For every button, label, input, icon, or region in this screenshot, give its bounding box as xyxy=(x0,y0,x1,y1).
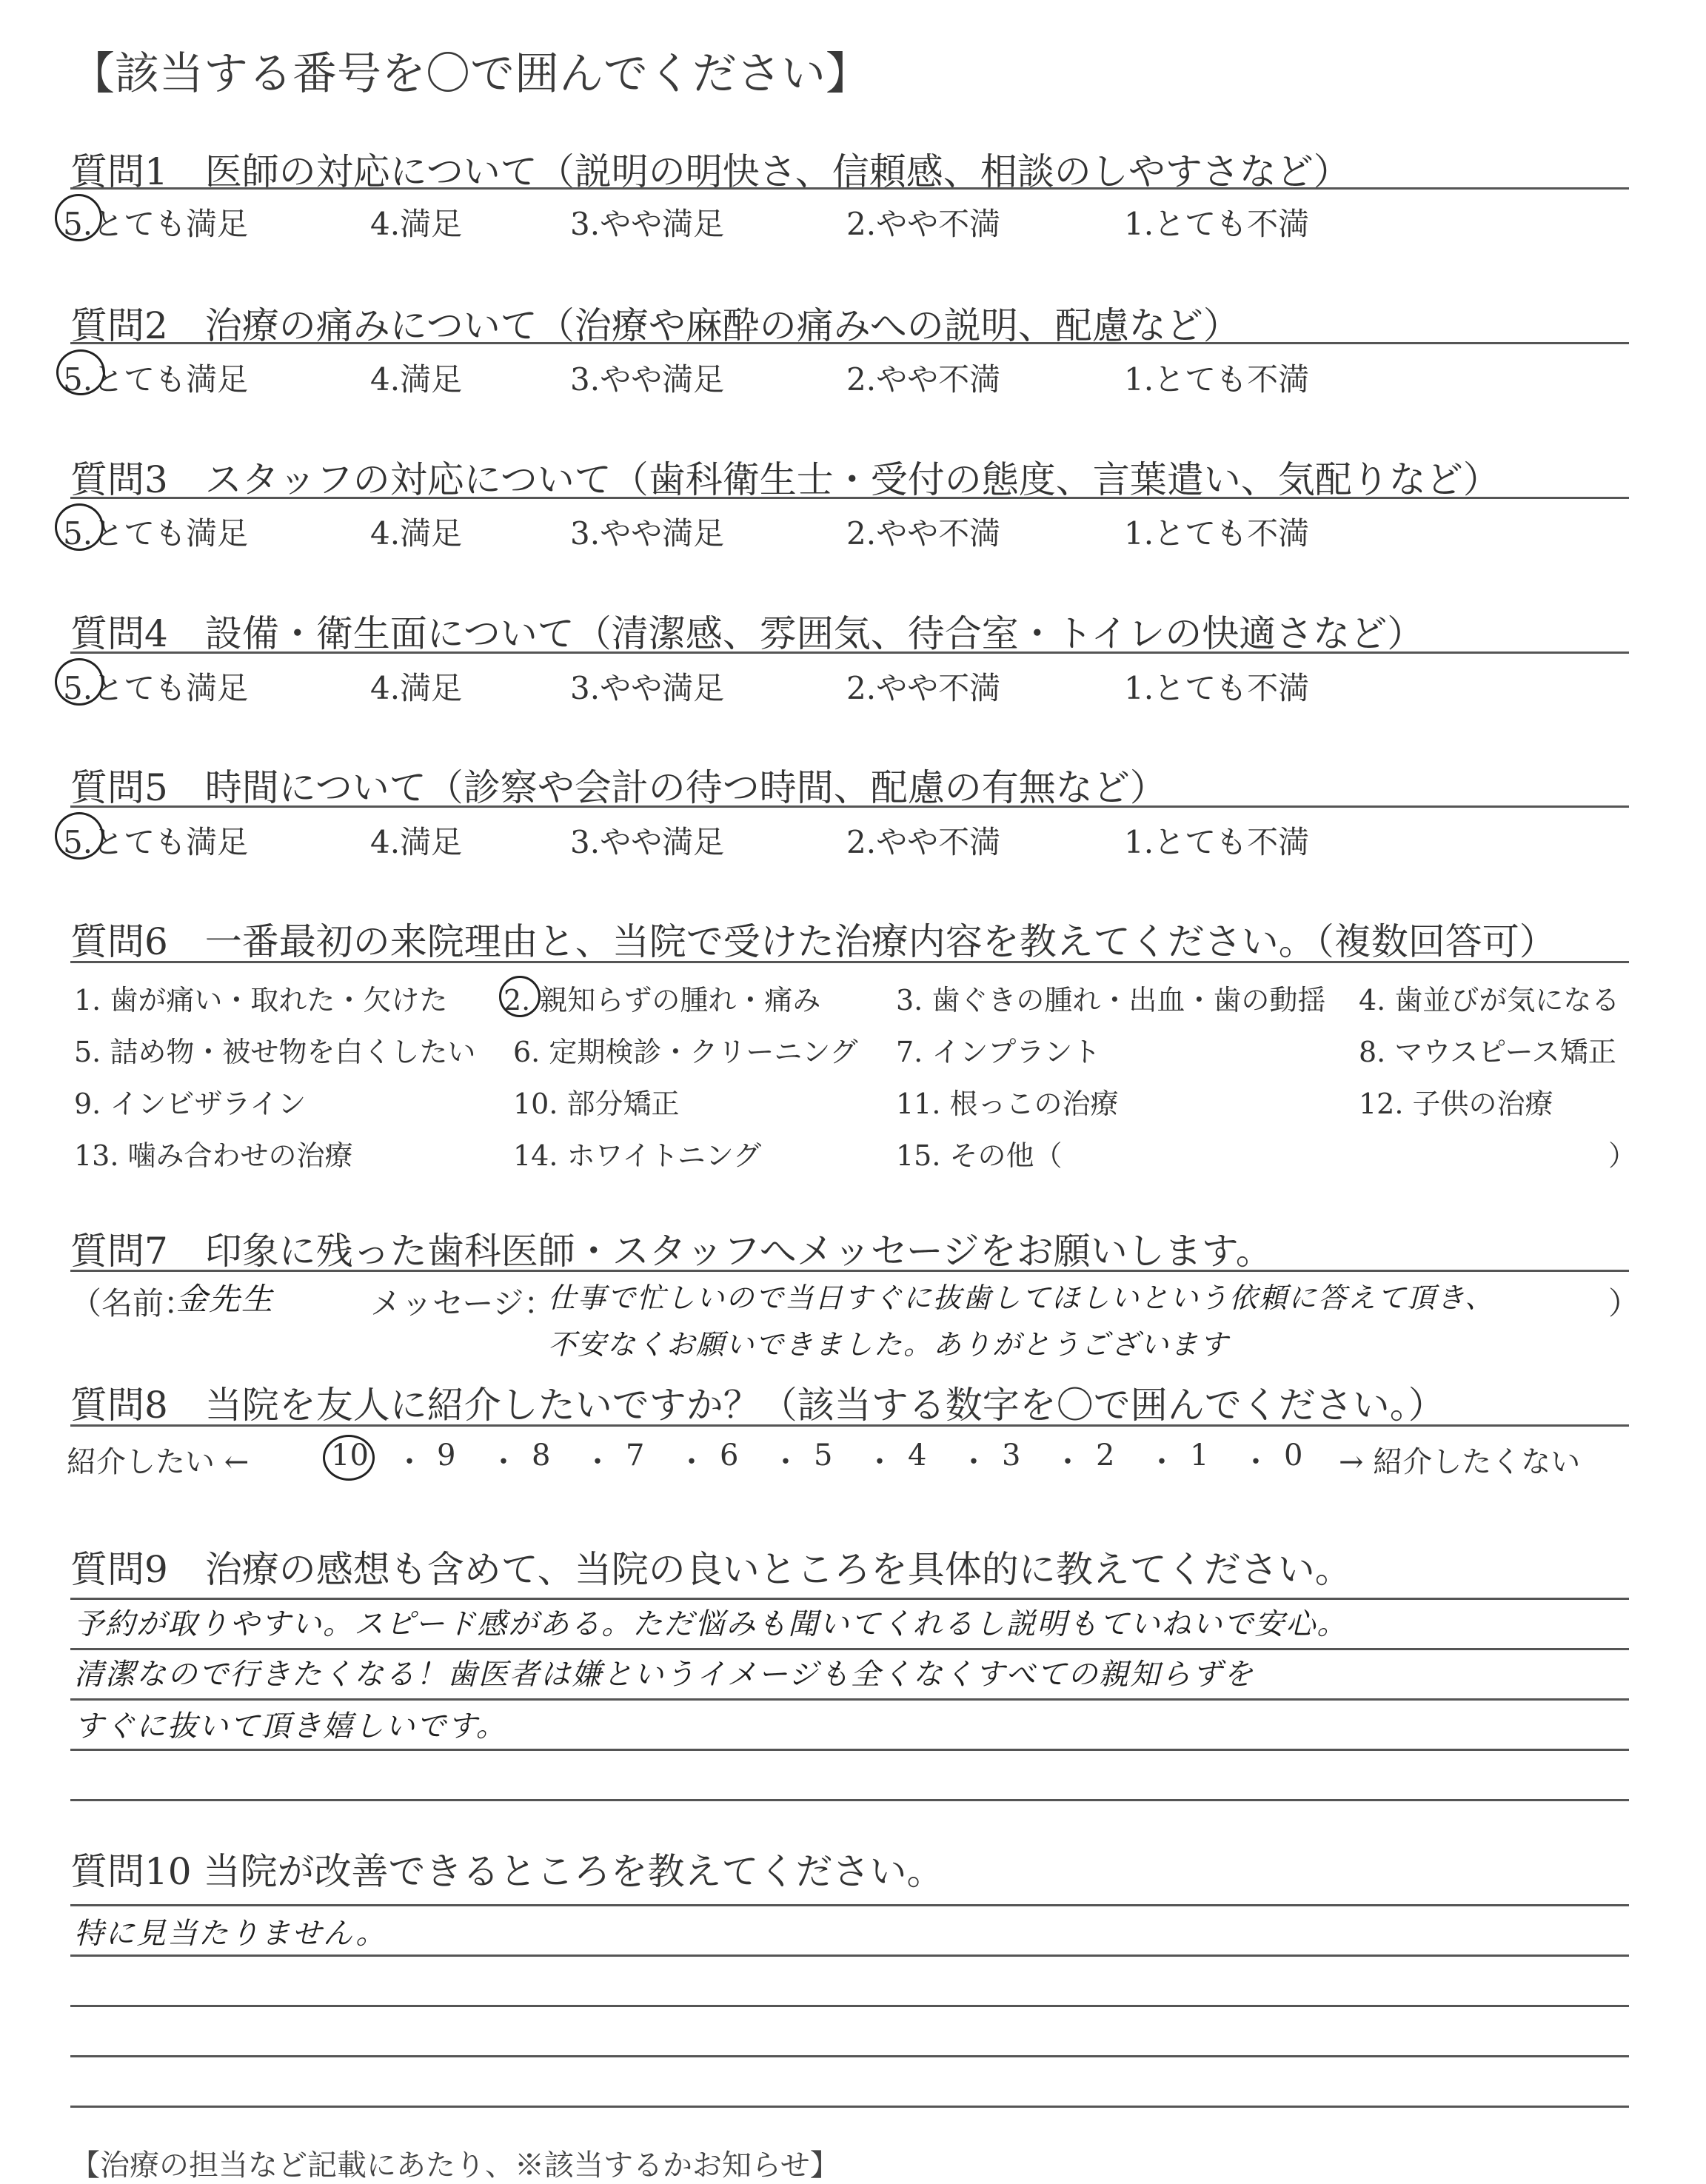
q9-answer-text-3[interactable]: すぐに抜いて頂き嬉しいです。 xyxy=(74,1709,507,1743)
q7-name-label: （名前： xyxy=(70,1285,195,1322)
q8-scale-9[interactable]: 9 xyxy=(437,1438,456,1473)
q1-option-2[interactable]: 2.やや不満 xyxy=(846,206,1001,242)
question-6-title: 質問6 一番最初の来院理由と、当院で受けた治療内容を教えてください。（複数回答可） xyxy=(70,920,1556,963)
q8-right-label: → 紹介したくない xyxy=(1339,1445,1581,1479)
q8-scale-dot: ・ xyxy=(1053,1445,1083,1479)
q4-option-1[interactable]: 1.とても不満 xyxy=(1124,670,1310,706)
q2-option-5[interactable]: 5.とても満足 xyxy=(63,361,249,398)
q8-scale-dot: ・ xyxy=(959,1445,989,1479)
question-8-rule xyxy=(70,1424,1629,1427)
page-header: 【該当する番号を〇で囲んでください】 xyxy=(70,48,870,100)
q8-left-label: 紹介したい ← xyxy=(67,1445,250,1479)
q6-option-11[interactable]: 11. 根っこの治療 xyxy=(896,1088,1119,1120)
q5-option-5[interactable]: 5.とても満足 xyxy=(63,824,249,860)
q5-option-1[interactable]: 1.とても不満 xyxy=(1124,824,1310,860)
q2-option-1[interactable]: 1.とても不満 xyxy=(1124,361,1310,398)
q7-message-label: メッセージ： xyxy=(370,1285,555,1322)
q6-option-7[interactable]: 7. インプラント xyxy=(896,1036,1101,1068)
q9-answer-line-3 xyxy=(70,1698,1629,1701)
question-3-rule xyxy=(70,497,1629,499)
q1-option-4[interactable]: 4.満足 xyxy=(370,206,463,242)
question-4-rule xyxy=(70,651,1629,654)
q3-option-2[interactable]: 2.やや不満 xyxy=(846,515,1001,552)
q10-answer-line-4 xyxy=(70,2055,1629,2057)
q1-selection-circle xyxy=(55,194,102,241)
question-8-title: 質問8 当院を友人に紹介したいですか？（該当する数字を〇で囲んでください。） xyxy=(70,1384,1445,1427)
q7-close-paren: ） xyxy=(1608,1285,1640,1322)
q3-option-1[interactable]: 1.とても不満 xyxy=(1124,515,1310,552)
q8-scale-1[interactable]: 1 xyxy=(1190,1438,1209,1473)
q1-option-1[interactable]: 1.とても不満 xyxy=(1124,206,1310,242)
q9-answer-line-2 xyxy=(70,1648,1629,1650)
q2-option-2[interactable]: 2.やや不満 xyxy=(846,361,1001,398)
q3-option-5[interactable]: 5.とても満足 xyxy=(63,515,249,552)
question-7-rule xyxy=(70,1270,1629,1272)
question-10-title: 質問10 当院が改善できるところを教えてください。 xyxy=(70,1850,944,1893)
q8-scale-dot: ・ xyxy=(771,1445,800,1479)
q1-option-5[interactable]: 5.とても満足 xyxy=(63,206,249,242)
question-5-rule xyxy=(70,805,1629,808)
q7-message-line-1[interactable]: 仕事で忙しいので当日すぐに抜歯してほしいという依頼に答えて頂き、 xyxy=(548,1282,1495,1314)
q5-option-4[interactable]: 4.満足 xyxy=(370,824,463,860)
q8-scale-6[interactable]: 6 xyxy=(720,1438,739,1473)
q6-option-1[interactable]: 1. 歯が痛い・取れた・欠けた xyxy=(74,984,448,1016)
q6-option-15[interactable]: 15. その他（ xyxy=(896,1139,1063,1172)
q9-answer-line-1 xyxy=(70,1598,1629,1600)
q10-answer-line-1 xyxy=(70,1904,1629,1906)
q6-option-13[interactable]: 13. 噛み合わせの治療 xyxy=(74,1139,353,1172)
q2-option-4[interactable]: 4.満足 xyxy=(370,361,463,398)
question-2-rule xyxy=(70,342,1629,344)
q8-selection-circle xyxy=(323,1435,375,1481)
q2-option-3[interactable]: 3.やや満足 xyxy=(570,361,725,398)
q10-answer-line-2 xyxy=(70,1954,1629,1957)
q10-answer-line-5 xyxy=(70,2106,1629,2108)
question-2-title: 質問2 治療の痛みについて（治療や麻酔の痛みへの説明、配慮など） xyxy=(70,304,1240,347)
question-9-title: 質問9 治療の感想も含めて、当院の良いところを具体的に教えてください。 xyxy=(70,1548,1352,1591)
footer-fragment: 【治療の担当など記載にあたり、※該当するかお知らせ】 xyxy=(70,2148,840,2183)
q9-answer-line-5 xyxy=(70,1799,1629,1801)
q6-option-8[interactable]: 8. マウスピース矯正 xyxy=(1359,1036,1616,1068)
q2-selection-circle xyxy=(56,349,105,395)
q3-option-4[interactable]: 4.満足 xyxy=(370,515,463,552)
question-1-title: 質問1 医師の対応について（説明の明快さ、信頼感、相談のしやすさなど） xyxy=(70,150,1351,193)
q5-option-3[interactable]: 3.やや満足 xyxy=(570,824,725,860)
q8-scale-3[interactable]: 3 xyxy=(1002,1438,1021,1473)
q8-scale-dot: ・ xyxy=(865,1445,894,1479)
question-1-rule xyxy=(70,187,1629,190)
q4-option-4[interactable]: 4.満足 xyxy=(370,670,463,706)
q4-selection-circle xyxy=(55,658,104,706)
q6-option-6[interactable]: 6. 定期検診・クリーニング xyxy=(513,1036,858,1068)
q5-selection-circle xyxy=(55,812,104,860)
q8-scale-dot: ・ xyxy=(489,1445,518,1479)
q6-option-14[interactable]: 14. ホワイトニング xyxy=(513,1139,762,1172)
q6-option-9[interactable]: 9. インビザライン xyxy=(74,1088,307,1120)
question-7-title: 質問7 印象に残った歯科医師・スタッフへメッセージをお願いします。 xyxy=(70,1230,1273,1273)
q8-scale-0[interactable]: 0 xyxy=(1284,1438,1303,1473)
q8-scale-7[interactable]: 7 xyxy=(626,1438,645,1473)
q4-option-3[interactable]: 3.やや満足 xyxy=(570,670,725,706)
q4-option-5[interactable]: 5.とても満足 xyxy=(63,670,249,706)
q6-option-4[interactable]: 4. 歯並びが気になる xyxy=(1359,984,1620,1016)
q8-scale-dot: ・ xyxy=(395,1445,424,1479)
q6-option-2[interactable]: 2. 親知らずの腫れ・痛み xyxy=(504,984,821,1016)
q8-scale-5[interactable]: 5 xyxy=(814,1438,833,1473)
q6-option-5[interactable]: 5. 詰め物・被せ物を白くしたい xyxy=(74,1036,476,1068)
question-3-title: 質問3 スタッフの対応について（歯科衛生士・受付の態度、言葉遣い、気配りなど） xyxy=(70,458,1500,501)
q9-answer-text-1[interactable]: 予約が取りやすい。スピード感がある。ただ悩みも聞いてくれるし説明もていねいで安心。 xyxy=(74,1607,1348,1641)
q1-option-3[interactable]: 3.やや満足 xyxy=(570,206,725,242)
q7-message-line-2[interactable]: 不安なくお願いできました。ありがとうございます xyxy=(548,1328,1230,1361)
q4-option-2[interactable]: 2.やや不満 xyxy=(846,670,1001,706)
q9-answer-line-4 xyxy=(70,1749,1629,1751)
q8-scale-dot: ・ xyxy=(1147,1445,1177,1479)
q8-scale-dot: ・ xyxy=(1241,1445,1271,1479)
question-6-rule xyxy=(70,961,1629,963)
q6-option-3[interactable]: 3. 歯ぐきの腫れ・出血・歯の動揺 xyxy=(896,984,1326,1016)
q8-scale-dot: ・ xyxy=(583,1445,612,1479)
q7-name-value[interactable]: 金先生 xyxy=(176,1281,275,1317)
q6-option-10[interactable]: 10. 部分矯正 xyxy=(513,1088,680,1120)
q9-answer-text-2[interactable]: 清潔なので行きたくなる！歯医者は嫌というイメージも全くなくすべての親知らずを xyxy=(74,1658,1254,1692)
q6-option-12[interactable]: 12. 子供の治療 xyxy=(1359,1088,1553,1120)
question-4-title: 質問4 設備・衛生面について（清潔感、雰囲気、待合室・トイレの快適さなど） xyxy=(70,612,1425,655)
q10-answer-text[interactable]: 特に見当たりません。 xyxy=(74,1917,387,1951)
q8-scale-2[interactable]: 2 xyxy=(1096,1438,1115,1473)
question-5-title: 質問5 時間について（診察や会計の待つ時間、配慮の有無など） xyxy=(70,766,1167,809)
q10-answer-line-3 xyxy=(70,2005,1629,2007)
q6-selection-circle xyxy=(499,976,541,1017)
q6-option-15-close: ） xyxy=(1608,1139,1637,1172)
q8-scale-8[interactable]: 8 xyxy=(532,1438,551,1473)
q8-scale-4[interactable]: 4 xyxy=(908,1438,927,1473)
q3-option-3[interactable]: 3.やや満足 xyxy=(570,515,725,552)
q3-selection-circle xyxy=(55,503,104,551)
q5-option-2[interactable]: 2.やや不満 xyxy=(846,824,1001,860)
q8-scale-10[interactable]: 10 xyxy=(331,1438,369,1473)
q8-scale-dot: ・ xyxy=(677,1445,706,1479)
